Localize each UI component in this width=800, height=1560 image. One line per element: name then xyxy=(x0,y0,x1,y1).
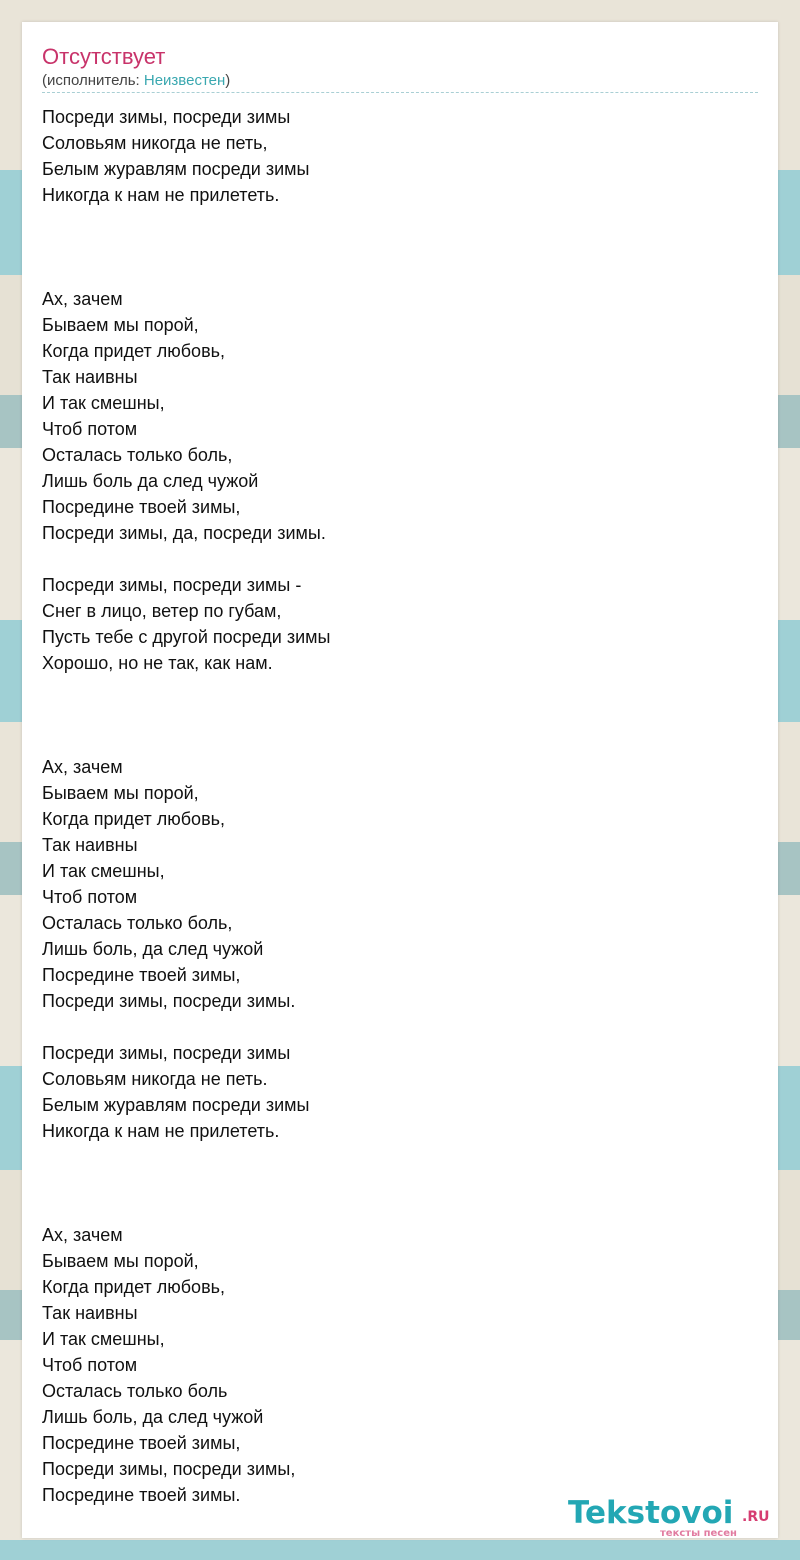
artist-suffix: ) xyxy=(225,72,231,89)
title-divider xyxy=(42,92,758,93)
artist-line xyxy=(42,72,230,90)
artist-link[interactable]: Неизвестен xyxy=(143,72,226,89)
site-logo[interactable] xyxy=(568,1496,778,1540)
lyrics-card xyxy=(22,22,778,1538)
logo-tagline: тексты песен xyxy=(660,1528,737,1539)
artist-prefix: (исполнитель: xyxy=(42,72,144,89)
logo-wordmark: Tekstovoi xyxy=(568,1495,734,1531)
logo-tld: .RU xyxy=(742,1509,770,1525)
lyrics-text: Посреди зимы, посреди зимы Соловьям никогда не петь, Белым журавлям посреди зимы Никогда к нам не прилететь. Ах, зачем Бываем мы порой, Когда придет любовь, Так наивны И так смешны, Чтоб потом Осталась только боль, Лишь боль да след чужой Посредине твоей зимы, Посреди зимы, да, посреди зимы. Посреди зимы, посреди зимы - Снег в лицо, ветер по губам, Пусть тебе с другой посреди зимы Хорошо, но не так, как нам. Ах, зачем Бываем мы порой, Когда придет любовь, Так наивны И так смешны, Чтоб потом Осталась только боль, Лишь боль, да след чужой Посредине твоей зимы, Посреди зимы, посреди зимы. Посреди зимы, посреди зимы Соловьям никогда не петь. Белым журавлям посреди зимы Никогда к нам не прилететь. Ах, зачем Бываем мы порой, Когда придет любовь, Так наивны И так смешны, Чтоб потом Осталась только боль Лишь боль, да след чужой Посредине твоей зимы, Посреди зимы, посреди зимы, Посредине твоей зимы. xyxy=(42,107,331,1505)
song-title: Отсутствует xyxy=(42,44,166,69)
